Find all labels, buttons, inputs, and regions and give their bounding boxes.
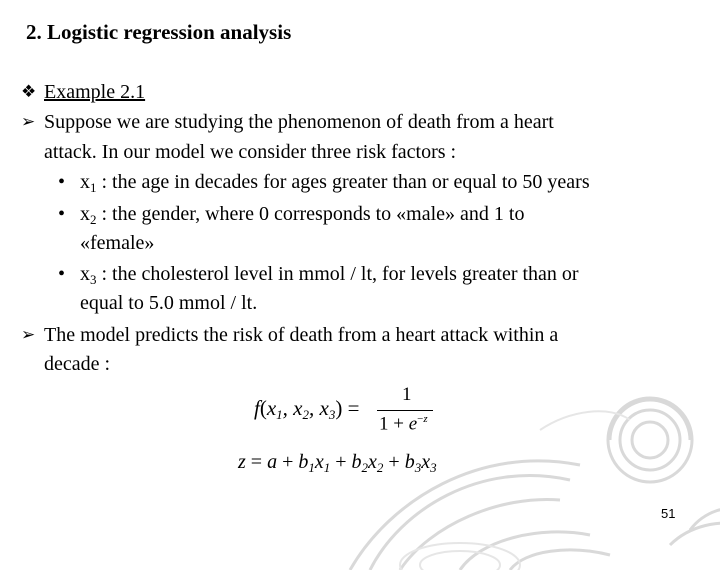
dot-bullet-icon: • — [58, 171, 66, 193]
factor-2-sub: 2 — [90, 212, 97, 227]
logistic-formula: $f(x_1$, $x_2$, $x_3$) = 1 $1 + e^{-z}$ — [254, 386, 434, 440]
factor-3-var: x — [80, 263, 90, 285]
paragraph-2-line-1: The model predicts the risk of death from a heart attack within a — [44, 324, 559, 346]
slide-title: 2. Logistic regression analysis — [26, 20, 292, 44]
diamond-bullet-icon: ❖ — [21, 82, 37, 101]
factor-1-text: : the age in decades for ages greater than or equal to 50 years — [96, 171, 590, 193]
z-formula: $z = a + b_1x_1 + b_2x_2 + b_3x_3$ — [238, 451, 437, 475]
factor-2-var: x — [80, 203, 90, 225]
factor-3-text-line-2: equal to 5.0 mmol / lt. — [80, 292, 258, 314]
page-number: 51 — [661, 506, 676, 521]
paragraph-2-line-2: decade : — [44, 353, 111, 375]
paragraph-1-line-1: Suppose we are studying the phenomenon of death from a heart — [44, 111, 554, 133]
factor-1-sub: 1 — [90, 180, 97, 195]
factor-3-text-line-1: : the cholesterol level in mmol / lt, for levels greater than or — [96, 263, 579, 285]
dot-bullet-icon: • — [58, 203, 66, 225]
dot-bullet-icon: • — [58, 263, 66, 285]
arrow-bullet-icon: ➢ — [21, 112, 36, 131]
factor-2-text-line-2: «female» — [80, 232, 155, 254]
factor-2-text-line-1: : the gender, where 0 corresponds to «male» and 1 to — [96, 203, 525, 225]
paragraph-1-line-2: attack. In our model we consider three risk factors : — [44, 141, 457, 163]
arrow-bullet-icon: ➢ — [21, 325, 36, 344]
example-label: Example 2.1 — [44, 81, 146, 103]
factor-3-sub: 3 — [90, 272, 97, 287]
factor-1-var: x — [80, 171, 90, 193]
